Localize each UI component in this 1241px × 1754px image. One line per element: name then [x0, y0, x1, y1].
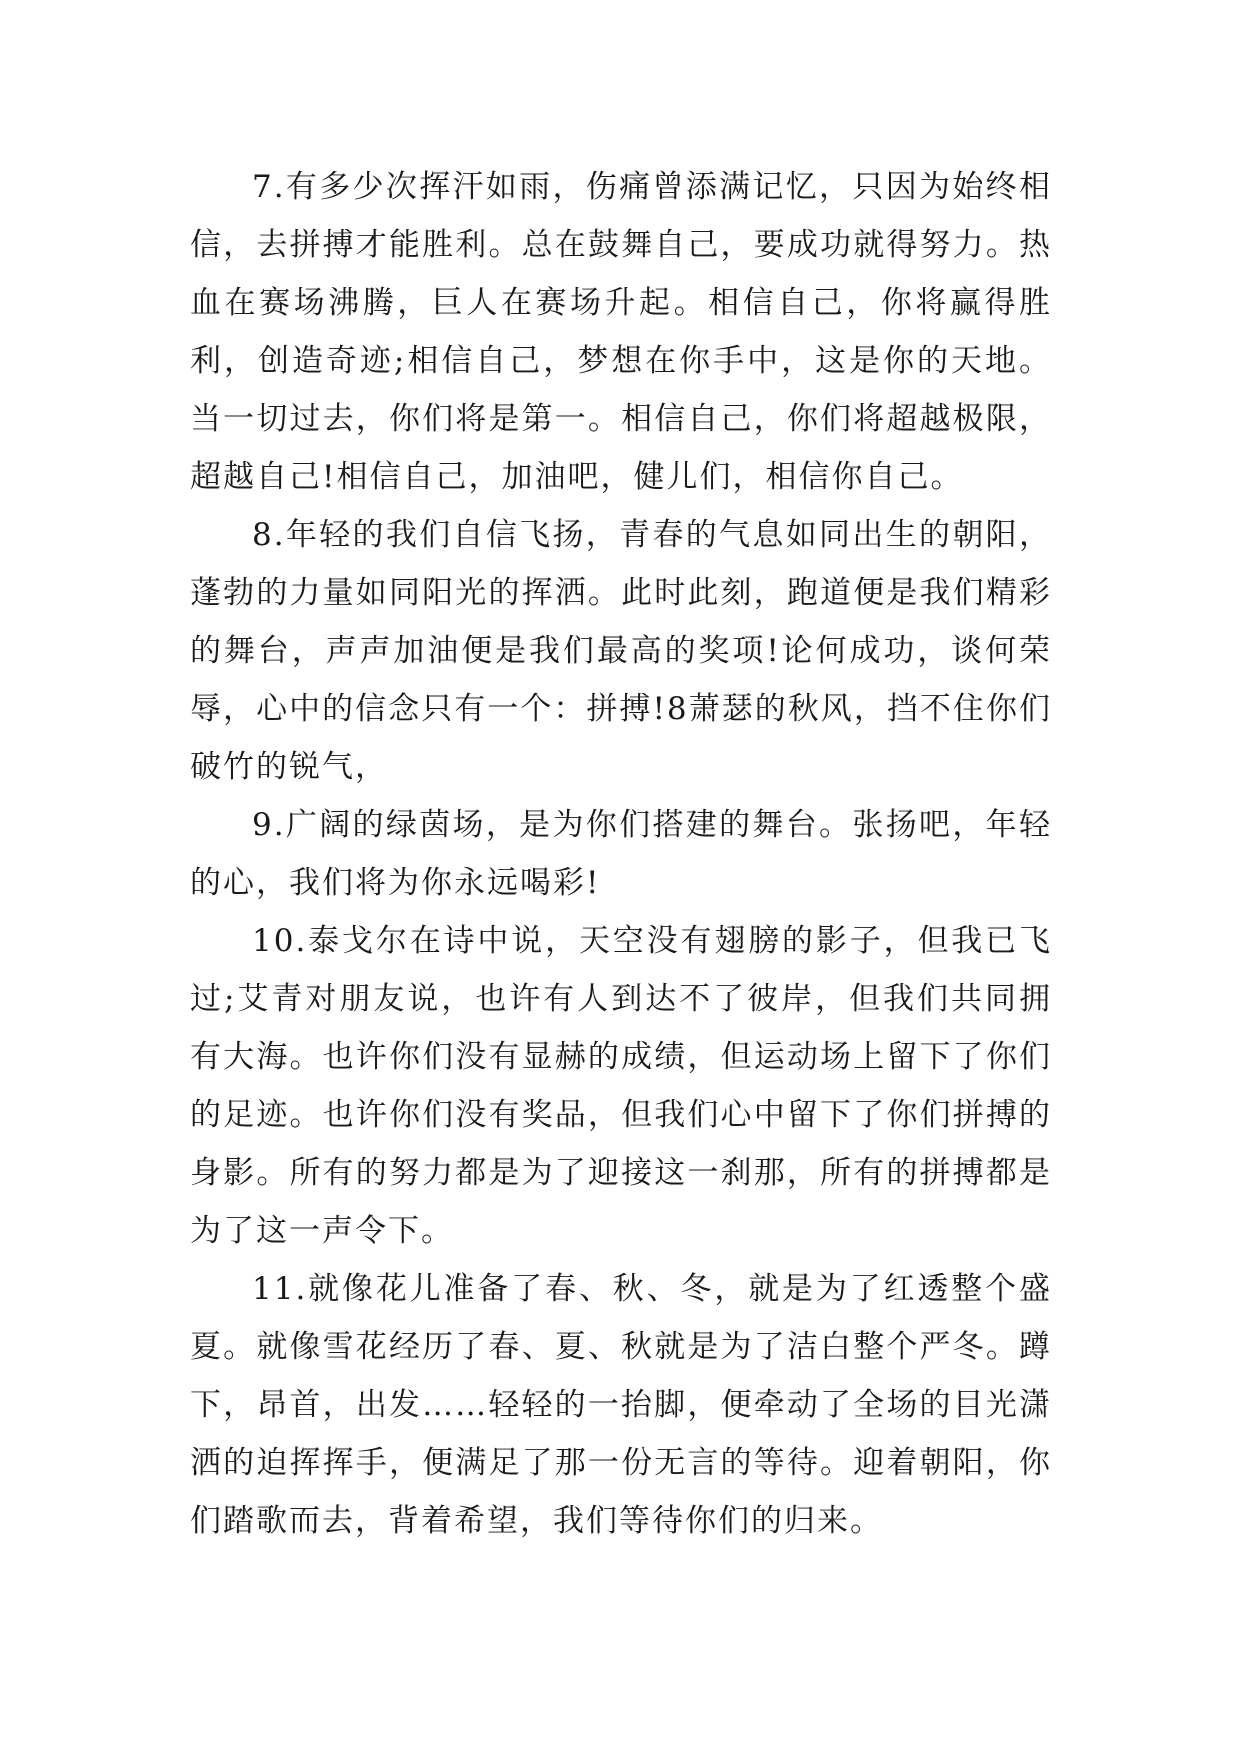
paragraph-9: 9.广阔的绿茵场，是为你们搭建的舞台。张扬吧，年轻的心，我们将为你永远喝彩!: [190, 807, 1052, 901]
paragraph-8: 8.年轻的我们自信飞扬，青春的气息如同出生的朝阳，蓬勃的力量如同阳光的挥洒。此时此刻，跑道便是我们精彩的舞台，声声加油便是我们最高的奖项!论何成功，谈何荣辱，心中的信念只有一个：拼搏!8萧瑟的秋风，挡不住你们破竹的锐气，: [190, 517, 1052, 785]
paragraph-11: 11.就像花儿准备了春、秋、冬，就是为了红透整个盛夏。就像雪花经历了春、夏、秋就是为了洁白整个严冬。蹲下，昂首，出发……轻轻的一抬脚，便牵动了全场的目光潇洒的迫挥挥手，便满足了那一份无言的等待。迎着朝阳，你们踏歌而去，背着希望，我们等待你们的归来。: [190, 1271, 1052, 1539]
paragraph-10: 10.泰戈尔在诗中说，天空没有翅膀的影子，但我已飞过;艾青对朋友说，也许有人到达不了彼岸，但我们共同拥有大海。也许你们没有显赫的成绩，但运动场上留下了你们的足迹。也许你们没有奖品，但我们心中留下了你们拼搏的身影。所有的努力都是为了迎接这一刹那，所有的拼搏都是为了这一声令下。: [190, 923, 1052, 1249]
paragraph-7: 7.有多少次挥汗如雨，伤痛曾添满记忆，只因为始终相信，去拼搏才能胜利。总在鼓舞自己，要成功就得努力。热血在赛场沸腾，巨人在赛场升起。相信自己，你将赢得胜利，创造奇迹;相信自己，梦想在你手中，这是你的天地。当一切过去，你们将是第一。相信自己，你们将超越极限，超越自己!相信自己，加油吧，健儿们，相信你自己。: [190, 169, 1052, 495]
document-body: [190, 158, 1052, 1550]
